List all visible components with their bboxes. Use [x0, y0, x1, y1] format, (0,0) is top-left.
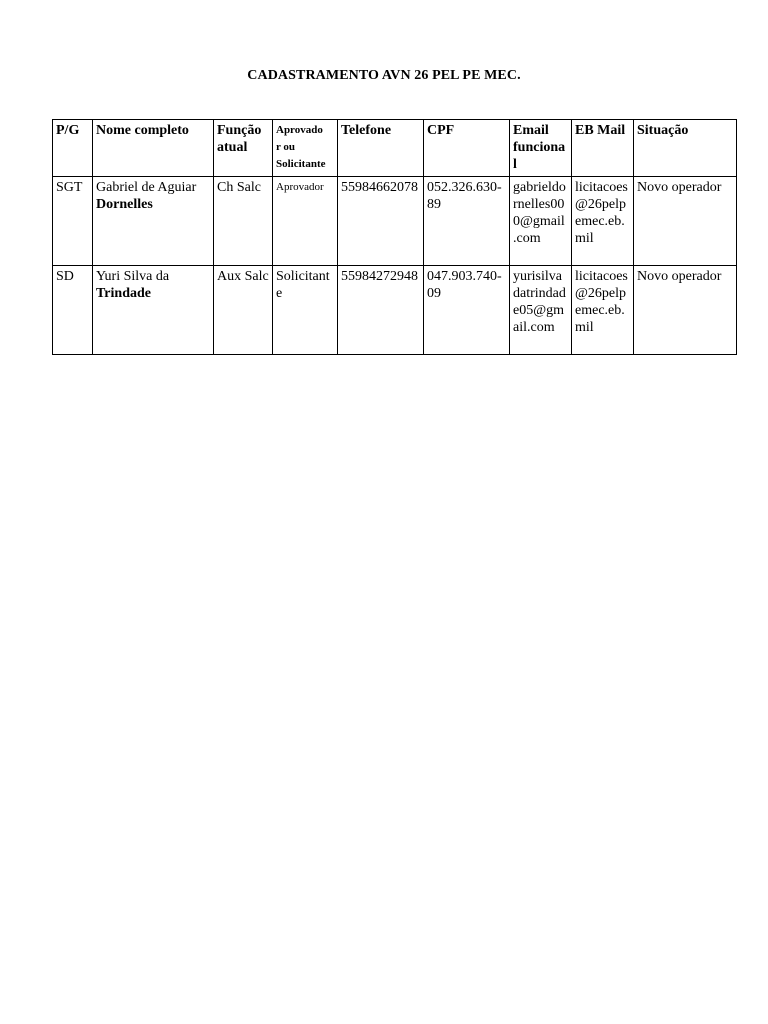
cell-cpf: 047.903.740-09: [424, 266, 510, 355]
header-cpf: CPF: [424, 120, 510, 177]
cell-aprovador: Aprovador: [273, 177, 338, 266]
header-pg: P/G: [53, 120, 93, 177]
header-aprovador-line3: Solicitante: [276, 158, 326, 170]
cell-ebmail: licitacoes@26pelpemec.eb.mil: [572, 266, 634, 355]
cell-pg: SD: [53, 266, 93, 355]
cell-nome-first: Gabriel de Aguiar: [96, 180, 197, 195]
cell-cpf: 052.326.630-89: [424, 177, 510, 266]
cell-email: gabrieldornelles000@gmail.com: [510, 177, 572, 266]
cell-situacao: Novo operador: [634, 266, 737, 355]
cell-situacao: Novo operador: [634, 177, 737, 266]
cell-nome-last: Dornelles: [96, 197, 153, 212]
cell-aprovador: Solicitante: [273, 266, 338, 355]
table-header-row: [53, 120, 737, 177]
cell-nome-first: Yuri Silva da: [96, 269, 170, 284]
cell-nome-last: Trindade: [96, 286, 151, 301]
header-telefone: Telefone: [338, 120, 424, 177]
header-aprovador-line1: Aprovado: [276, 124, 323, 136]
header-nome: Nome completo: [93, 120, 214, 177]
header-situacao: Situação: [634, 120, 737, 177]
header-aprovador-line2: r ou: [276, 141, 296, 153]
cell-pg: SGT: [53, 177, 93, 266]
header-eb-mail: EB Mail: [572, 120, 634, 177]
cell-nome: [93, 266, 214, 355]
document-title: CADASTRAMENTO AVN 26 PEL PE MEC.: [247, 68, 521, 83]
cell-telefone: 55984272948: [338, 266, 424, 355]
header-aprovador: [273, 120, 338, 177]
cell-funcao: Aux Salc: [214, 266, 273, 355]
cell-nome: [93, 177, 214, 266]
header-funcao: Função atual: [214, 120, 273, 177]
cell-telefone: 55984662078: [338, 177, 424, 266]
table-row: [53, 266, 737, 355]
cell-email: yurisilvadatrindade05@gmail.com: [510, 266, 572, 355]
cell-funcao: Ch Salc: [214, 177, 273, 266]
table-row: [53, 177, 737, 266]
cell-ebmail: licitacoes@26pelpemec.eb.mil: [572, 177, 634, 266]
header-email-funcional: Email funcional: [510, 120, 572, 177]
registration-table: [52, 119, 737, 355]
